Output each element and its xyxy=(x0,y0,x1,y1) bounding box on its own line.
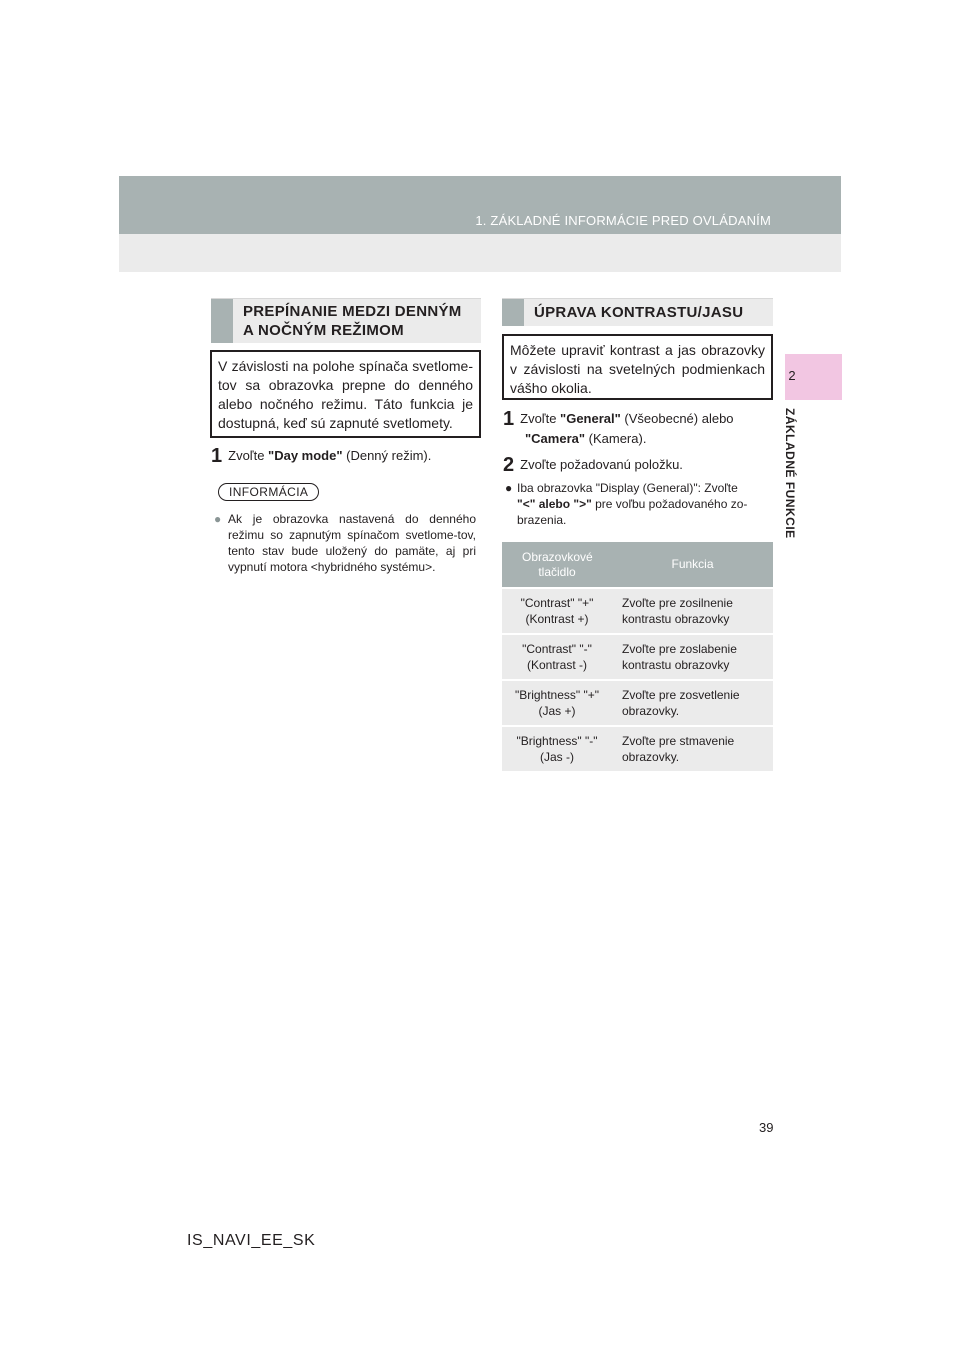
header-button-text: Obrazovkové tlačidlo xyxy=(522,549,593,579)
table-row xyxy=(502,726,773,771)
table-cell-button xyxy=(502,634,612,680)
chapter-number: 2 xyxy=(788,368,796,383)
step-select-tab xyxy=(503,409,773,448)
cell-line: "Contrast" "+" xyxy=(520,596,594,610)
table-cell-button xyxy=(502,680,612,726)
info-text: Ak je obrazovka nastavená do denného režimu so zapnutým spínačom svetlome-tov, tento stav bude uložený do pamäte, aj pri vypnutí motora <hybridného systému>. xyxy=(228,512,476,574)
day-mode-option: "Day mode" xyxy=(268,448,343,463)
cell-line: obrazovky. xyxy=(622,750,680,764)
cell-line: (Kontrast -) xyxy=(526,658,587,672)
table-cell-button xyxy=(502,588,612,634)
screen-button-table xyxy=(502,542,773,771)
cell-line: Zvoľte pre stmavenie xyxy=(622,734,735,748)
step-day-mode xyxy=(211,446,481,466)
cell-line: "Contrast" "-" xyxy=(522,642,592,656)
step-number: 1 xyxy=(211,445,223,467)
cell-line: kontrastu obrazovky xyxy=(622,658,730,672)
display-general-note xyxy=(505,480,773,528)
section-title-line1: PREPÍNANIE MEDZI DENNÝM xyxy=(243,303,462,320)
table-cell-button xyxy=(502,726,612,771)
cell-line: Zvoľte pre zosvetlenie xyxy=(622,688,740,702)
info-label xyxy=(218,483,319,501)
section-header-day-night xyxy=(211,298,481,343)
section-header-contrast xyxy=(502,298,773,326)
note-line3: brazenia. xyxy=(517,513,567,527)
header-button xyxy=(502,542,612,588)
step-text-end: (Denný režim). xyxy=(342,448,432,463)
header-strip xyxy=(119,234,841,272)
table-cell-function xyxy=(612,680,773,726)
page-number: 39 xyxy=(759,1120,774,1135)
chapter-side-label xyxy=(782,408,812,548)
step-select-item xyxy=(503,455,773,475)
cell-line: (Jas +) xyxy=(538,704,576,718)
cell-line: (Jas -) xyxy=(540,750,574,764)
section-marker xyxy=(502,299,524,326)
bullet-icon: ● xyxy=(214,512,222,526)
header-function: Funkcia xyxy=(612,542,773,588)
cell-line: kontrastu obrazovky xyxy=(622,612,730,626)
note-line2: pre voľbu požadovaného zo- xyxy=(591,497,748,511)
step-text-mid: (Všeobecné) alebo xyxy=(620,411,734,426)
table-header-row xyxy=(502,542,773,588)
intro-box-contrast xyxy=(502,334,773,400)
table-row xyxy=(502,634,773,680)
info-bullet-item xyxy=(214,511,476,575)
cell-line: "Brightness" "-" xyxy=(516,734,598,748)
document-id: IS_NAVI_EE_SK xyxy=(187,1232,316,1249)
cell-line: (Kontrast +) xyxy=(525,612,589,626)
arrow-buttons: "<" alebo ">" xyxy=(517,497,592,511)
note-line1: Iba obrazovka "Display (General)": Zvoľte xyxy=(517,481,738,495)
camera-option: "Camera" xyxy=(525,431,586,446)
step-text: Zvoľte xyxy=(228,448,269,463)
intro-text: Môžete upraviť kontrast a jas obrazovky v závislosti na svetelných podmienkach vášho okolia. xyxy=(510,342,765,396)
section-title: ÚPRAVA KONTRASTU/JASU xyxy=(534,304,744,321)
step-text-end: (Kamera). xyxy=(585,431,647,446)
cell-line: obrazovky. xyxy=(622,704,680,718)
intro-box-day-night xyxy=(210,350,481,438)
section-title-line2: A NOČNÝM REŽIMOM xyxy=(243,322,404,339)
table-cell-function xyxy=(612,588,773,634)
chapter-title: 1. ZÁKLADNÉ INFORMÁCIE PRED OVLÁDANÍM xyxy=(475,213,771,228)
step-text: Zvoľte požadovanú položku. xyxy=(520,457,683,472)
section-title xyxy=(233,302,462,340)
table-row xyxy=(502,680,773,726)
cell-line: "Brightness" "+" xyxy=(514,688,600,702)
cell-line: Zvoľte pre zosilnenie xyxy=(622,596,733,610)
info-pill: INFORMÁCIA xyxy=(218,483,319,501)
step-number: 2 xyxy=(503,454,515,476)
chapter-side-label-text: ZÁKLADNÉ FUNKCIE xyxy=(783,408,797,539)
general-option: "General" xyxy=(560,411,621,426)
bullet-icon: ● xyxy=(505,481,513,495)
intro-text: V závislosti na polohe spínača svetlome-tov sa obrazovka prepne do denného alebo nočného režimu. Táto funkcia je dostupná, keď sú zapnuté svetlomety. xyxy=(218,358,473,431)
cell-line: Zvoľte pre zoslabenie xyxy=(622,642,737,656)
section-marker xyxy=(211,299,233,343)
step-number: 1 xyxy=(503,408,515,430)
step-text: Zvoľte xyxy=(520,411,561,426)
table-cell-function xyxy=(612,634,773,680)
table-cell-function xyxy=(612,726,773,771)
table-row xyxy=(502,588,773,634)
chapter-tab xyxy=(785,354,842,400)
